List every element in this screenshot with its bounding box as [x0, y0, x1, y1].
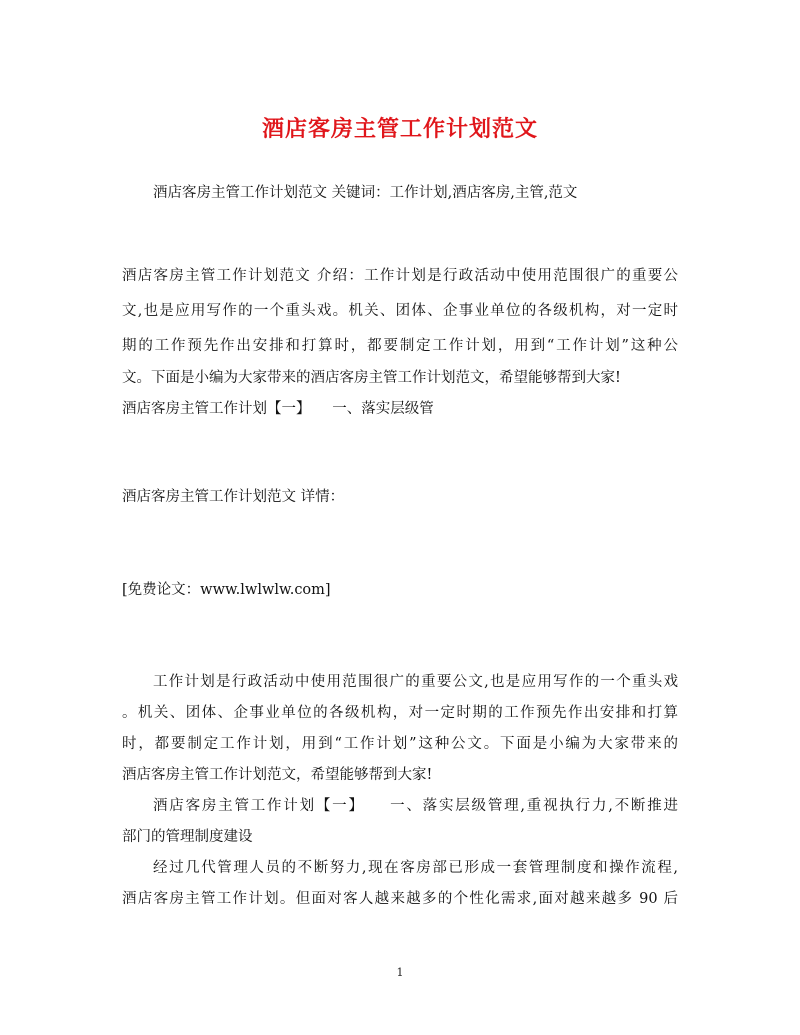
source-link[interactable]: [免费论文：www.lwlwlw.com]	[122, 582, 331, 598]
body-line: 酒店客房主管工作计划【一】 一、落实层级管理,重视执行力,不断推进	[153, 798, 678, 814]
page-number: 1	[396, 966, 404, 979]
body-line: 工作计划是行政活动中使用范围很广的重要公文,也是应用写作的一个重头戏	[153, 674, 678, 690]
body-line: 酒店客房主管工作计划范文，希望能够帮到大家!	[122, 767, 433, 783]
document-title: 酒店客房主管工作计划范文	[261, 116, 538, 142]
details-line: 酒店客房主管工作计划范文 详情：	[122, 489, 345, 505]
body-line: 酒店客房主管工作计划。但面对客人越来越多的个性化需求,面对越来越多 90 后	[122, 891, 678, 907]
body-line: 时，都要制定工作计划，用到“工作计划”这种公文。下面是小编为大家带来的	[122, 736, 678, 752]
intro-line: 期的工作预先作出安排和打算时，都要制定工作计划，用到“工作计划”这种公	[122, 338, 678, 354]
body-line: 部门的管理制度建设	[122, 829, 253, 845]
intro-line: 酒店客房主管工作计划【一】 一、落实层级管	[122, 401, 434, 417]
intro-line: 酒店客房主管工作计划范文 介绍：工作计划是行政活动中使用范围很广的重要公	[122, 268, 678, 284]
keywords-line: 酒店客房主管工作计划范文 关键词：工作计划,酒店客房,主管,范文	[153, 185, 578, 201]
intro-line: 文。下面是小编为大家带来的酒店客房主管工作计划范文，希望能够帮到大家!	[122, 370, 621, 386]
body-line: 。机关、团体、企事业单位的各级机构，对一定时期的工作预先作出安排和打算	[122, 705, 678, 721]
intro-line: 文,也是应用写作的一个重头戏。机关、团体、企事业单位的各级机构，对一定时	[122, 303, 678, 319]
body-line: 经过几代管理人员的不断努力,现在客房部已形成一套管理制度和操作流程,	[153, 860, 678, 876]
